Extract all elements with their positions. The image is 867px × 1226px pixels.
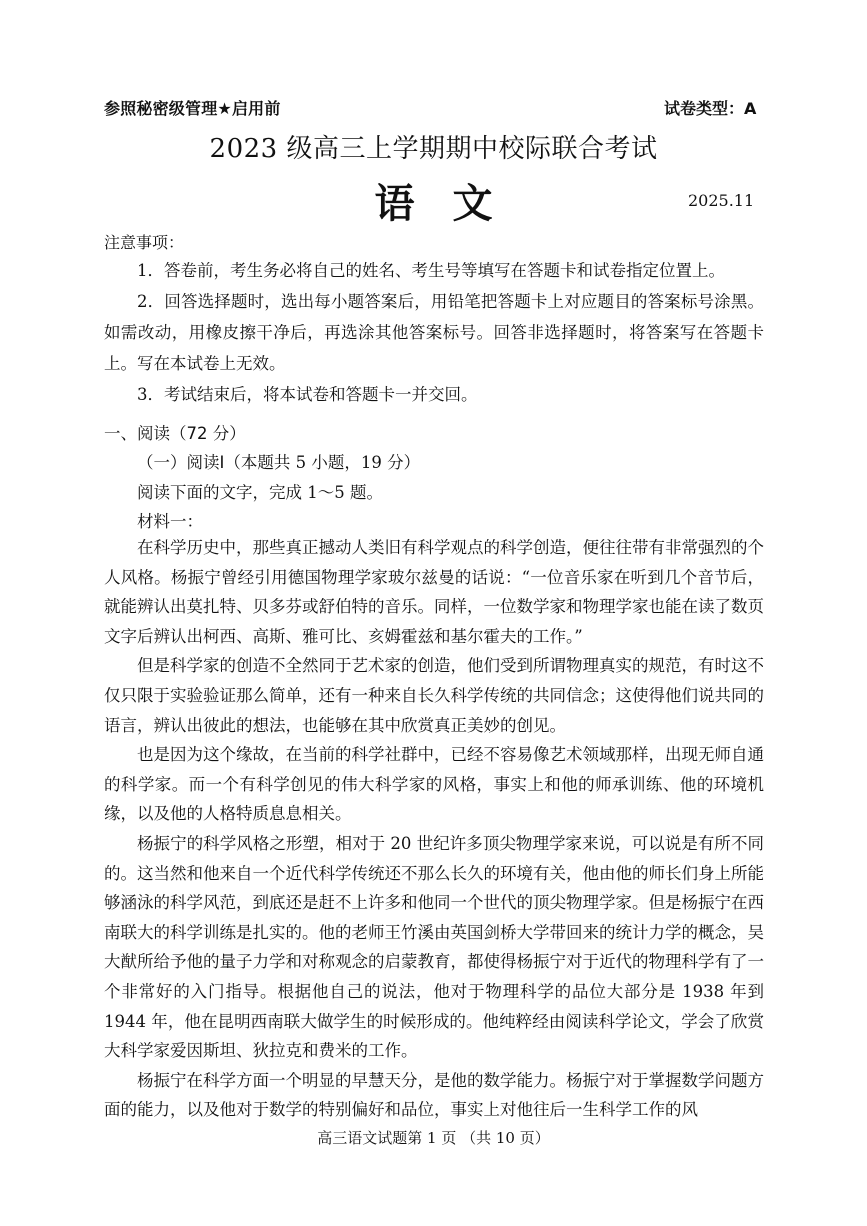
notice-item: 3．考试结束后，将本试卷和答题卡一并交回。 bbox=[137, 385, 478, 404]
passage-paragraph: 杨振宁在科学方面一个明显的早慧天分，是他的数学能力。杨振宁对于掌握数学问题方面的能力，以及他对于数学的特别偏好和品位，事实上对他往后一生科学工作的风 bbox=[104, 1070, 764, 1120]
notice-heading: 注意事项： bbox=[104, 233, 185, 252]
exam-date: 2025.11 bbox=[688, 191, 755, 210]
material-label: 材料一： bbox=[137, 512, 203, 531]
secrecy-label: 参照秘密级管理★启用前 bbox=[104, 99, 281, 118]
passage-paragraph: 也是因为这个缘故，在当前的科学社群中，已经不容易像艺术领域那样，出现无师自通的科学家。而一个有科学创见的伟大科学家的风格，事实上和他的师承训练、他的环境机缘，以及他的人格特质息息相关。 bbox=[104, 745, 764, 824]
subsection-detail: （本题共 5 小题，19 分） bbox=[224, 453, 421, 472]
passage-paragraph: 在科学历史中，那些真正撼动人类旧有科学观点的科学创造，便往往带有非常强烈的个人风格。杨振宁曾经引用德国物理学家玻尔兹曼的话说：“一位音乐家在听到几个音节后，就能辨认出莫扎特、贝多芬或舒伯特的音乐。同样，一位数学家和物理学家也能在读了数页文字后辨认出柯西、高斯、雅可比、亥姆霍兹和基尔霍夫的工作。” bbox=[104, 538, 764, 646]
notice-item: 2．回答选择题时，选出每小题答案后，用铅笔把答题卡上对应题目的答案标号涂黑。如需改动，用橡皮擦干净后，再选涂其他答案标号。回答非选择题时，将答案写在答题卡上。写在本试卷上无效。 bbox=[104, 292, 764, 373]
notice-item: 1．答卷前，考生务必将自己的姓名、考生号等填写在答题卡和试卷指定位置上。 bbox=[137, 261, 725, 280]
paper-type-label: 试卷类型：A bbox=[664, 99, 757, 118]
exam-title: 2023 级高三上学期期中校际联合考试 bbox=[209, 134, 658, 164]
section-heading: 一、阅读（72 分） bbox=[104, 424, 246, 443]
page-footer: 高三语文试题第 1 页 （共 10 页） bbox=[317, 1129, 550, 1147]
passage-paragraph: 杨振宁的科学风格之形塑，相对于 20 世纪许多顶尖物理学家来说，可以说是有所不同的。这当然和他来自一个近代科学传统还不那么长久的环境有关，他由他的师长们身上所能够涵泳的科学风范，到底还是赶不上许多和他同一个世代的顶尖物理学家。但是杨振宁在西南联大的科学训练是扎实的。他的老师王竹溪由英国剑桥大学带回来的统计力学的概念，吴大猷所给予他的量子力学和对称观念的启蒙教育，都使得杨振宁对于近代的物理科学有了一个非常好的入门指导。根据他自己的说法，他对于物理科学的品位大部分是 1938 年到 1944 年，他在昆明西南联大做学生的时候形成的。他纯粹经由阅读科学论文，学会了欣赏大科学家爱因斯坦、狄拉克和费米的工作。 bbox=[104, 833, 764, 1061]
reading-instruction: 阅读下面的文字，完成 1～5 题。 bbox=[137, 483, 383, 502]
subject-title: 语文 bbox=[374, 181, 531, 227]
notice-list bbox=[104, 255, 764, 410]
reading-passage bbox=[104, 533, 764, 1125]
passage-paragraph: 但是科学家的创造不全然同于艺术家的创造，他们受到所谓物理真实的规范，有时这不仅只限于实验验证那么简单，还有一种来自长久科学传统的共同信念；这使得他们说共同的语言，辨认出彼此的想法，也能够在其中欣赏真正美妙的创见。 bbox=[104, 656, 764, 735]
subsection-title: （一）阅读Ⅰ bbox=[137, 453, 225, 472]
subsection-heading bbox=[137, 449, 420, 473]
